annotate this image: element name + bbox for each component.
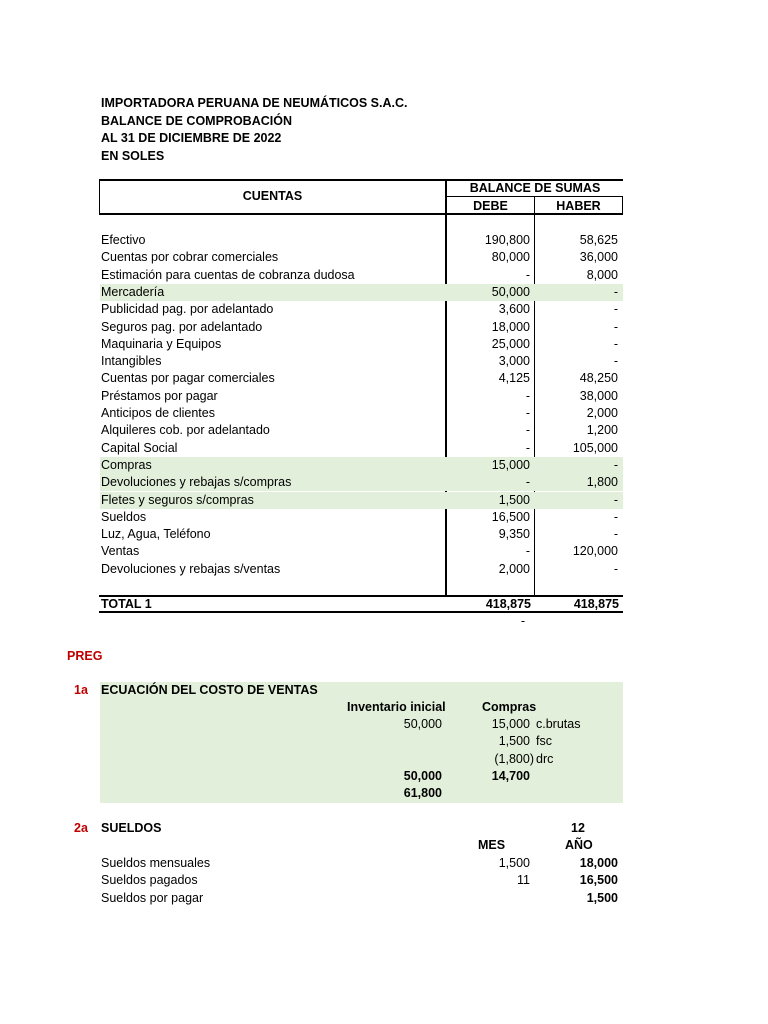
table-row xyxy=(100,543,623,560)
months-count: 12 xyxy=(571,821,585,835)
report-header xyxy=(101,95,408,165)
haber-value: - xyxy=(613,354,618,369)
haber-value: 1,200 xyxy=(586,423,618,438)
debe-value: 9,350 xyxy=(498,527,530,542)
account-name: Fletes y seguros s/compras xyxy=(101,492,254,507)
account-name: Ventas xyxy=(101,544,140,559)
report-title: BALANCE DE COMPROBACIÓN xyxy=(101,113,292,128)
col-mes-header: MES xyxy=(478,838,506,852)
haber-value: 58,625 xyxy=(579,233,618,247)
q1-number: 1a xyxy=(74,683,88,697)
haber-value: 120,000 xyxy=(572,544,618,559)
table-row xyxy=(100,319,623,336)
gross-purchases-label: c.brutas xyxy=(536,717,581,731)
account-name: Cuentas por pagar comerciales xyxy=(101,371,275,386)
col-anio-header: AÑO xyxy=(565,838,593,852)
debe-value: 80,000 xyxy=(491,250,530,265)
table-row xyxy=(100,440,623,457)
account-name: Alquileres cob. por adelantado xyxy=(101,423,270,438)
report-date: AL 31 DE DICIEMBRE DE 2022 xyxy=(101,131,282,145)
account-name: Devoluciones y rebajas s/compras xyxy=(101,475,292,490)
cost-of-goods-total: 61,800 xyxy=(403,786,442,800)
account-name: Estimación para cuentas de cobranza dudosa xyxy=(101,267,355,282)
salary-row-anio: 16,500 xyxy=(579,873,618,888)
account-name: Anticipos de clientes xyxy=(101,406,215,420)
haber-value: - xyxy=(613,561,618,576)
total-difference: - xyxy=(520,614,525,628)
table-row xyxy=(100,249,623,266)
debe-value: 18,000 xyxy=(491,319,530,334)
debe-value: 3,600 xyxy=(498,302,530,317)
inventory-header: Inventario inicial xyxy=(347,700,446,714)
purchase-returns: (1,800) xyxy=(494,752,534,766)
account-name: Devoluciones y rebajas s/ventas xyxy=(101,561,281,576)
table-row xyxy=(100,301,623,318)
salary-row-mes: 11 xyxy=(517,873,530,888)
salary-row-label: Sueldos por pagar xyxy=(101,890,204,905)
account-name: Mercadería xyxy=(101,284,165,299)
table-row xyxy=(100,561,623,578)
total-label: TOTAL 1 xyxy=(101,597,152,611)
account-name: Seguros pag. por adelantado xyxy=(101,319,263,334)
inventory-value: 50,000 xyxy=(403,717,442,731)
account-name: Cuentas por cobrar comerciales xyxy=(101,250,279,265)
table-row xyxy=(100,405,623,422)
purchases-header: Compras xyxy=(482,700,537,714)
table-row xyxy=(100,388,623,405)
haber-value: 36,000 xyxy=(579,250,618,265)
haber-value: - xyxy=(613,319,618,334)
purchase-returns-label: drc xyxy=(536,752,554,766)
purchases-subtotal: 14,700 xyxy=(491,769,530,783)
salary-row-anio: 18,000 xyxy=(579,856,618,870)
table-row xyxy=(100,370,623,387)
table-row xyxy=(100,422,623,439)
right-border xyxy=(622,197,623,215)
freight-purchases: 1,500 xyxy=(498,734,530,748)
group-header: BALANCE DE SUMAS xyxy=(469,181,601,195)
table-row xyxy=(100,284,623,301)
total-debe: 418,875 xyxy=(485,597,531,611)
debe-value: - xyxy=(525,406,530,420)
haber-value: 8,000 xyxy=(586,267,618,282)
table-row xyxy=(100,509,623,526)
haber-value: 1,800 xyxy=(586,475,618,490)
q2-number: 2a xyxy=(74,821,88,835)
preg-label: PREG xyxy=(67,649,103,663)
debe-value: 1,500 xyxy=(498,492,530,507)
debe-value: 3,000 xyxy=(498,354,530,369)
debe-value: - xyxy=(525,440,530,455)
debe-value: - xyxy=(525,544,530,559)
haber-value: - xyxy=(613,302,618,317)
account-name: Luz, Agua, Teléfono xyxy=(101,527,211,542)
account-name: Sueldos xyxy=(101,509,147,524)
header-bottom-border xyxy=(99,213,623,215)
table-row xyxy=(100,474,623,491)
col-haber-header: HABER xyxy=(556,199,601,213)
table-row xyxy=(100,232,623,249)
company-name: IMPORTADORA PERUANA DE NEUMÁTICOS S.A.C. xyxy=(101,96,408,110)
account-name: Compras xyxy=(101,457,152,472)
haber-value: - xyxy=(613,336,618,351)
account-name: Maquinaria y Equipos xyxy=(101,336,222,351)
table-row xyxy=(100,492,623,509)
total-bottom-border xyxy=(99,611,623,613)
table-row xyxy=(100,336,623,353)
debe-value: - xyxy=(525,388,530,403)
salary-row-label: Sueldos mensuales xyxy=(101,856,211,870)
gross-purchases: 15,000 xyxy=(491,717,530,731)
haber-value: 105,000 xyxy=(572,440,618,455)
col-debe-header: DEBE xyxy=(473,199,508,213)
q1-title: ECUACIÓN DEL COSTO DE VENTAS xyxy=(101,683,318,697)
table-row xyxy=(100,267,623,284)
inventory-subtotal: 50,000 xyxy=(403,769,442,783)
table-row xyxy=(100,353,623,370)
account-name: Publicidad pag. por adelantado xyxy=(101,302,274,317)
col-accounts-header: CUENTAS xyxy=(242,189,303,203)
account-name: Efectivo xyxy=(101,233,146,247)
debe-value: 50,000 xyxy=(491,284,530,299)
table-row xyxy=(100,457,623,474)
haber-value: - xyxy=(613,284,618,299)
debe-value: - xyxy=(525,267,530,282)
debe-value: 16,500 xyxy=(491,509,530,524)
total-haber: 418,875 xyxy=(573,597,619,611)
haber-value: 48,250 xyxy=(579,371,618,386)
debe-value: 190,800 xyxy=(484,233,530,247)
account-name: Capital Social xyxy=(101,440,178,455)
debe-value: - xyxy=(525,423,530,438)
debe-value: 2,000 xyxy=(498,561,530,576)
table-row xyxy=(100,526,623,543)
account-name: Préstamos por pagar xyxy=(101,388,218,403)
debe-value: 25,000 xyxy=(491,336,530,351)
haber-value: - xyxy=(613,527,618,542)
debe-value: - xyxy=(525,475,530,490)
account-name: Intangibles xyxy=(101,354,162,369)
salary-row-label: Sueldos pagados xyxy=(101,873,198,888)
salary-row-mes: 1,500 xyxy=(498,856,530,870)
haber-value: 38,000 xyxy=(579,388,618,403)
haber-value: - xyxy=(613,492,618,507)
report-currency: EN SOLES xyxy=(101,148,165,163)
q2-title: SUELDOS xyxy=(101,821,162,835)
freight-purchases-label: fsc xyxy=(536,734,552,748)
haber-value: 2,000 xyxy=(586,406,618,420)
debe-value: 15,000 xyxy=(491,457,530,472)
debe-value: 4,125 xyxy=(498,371,530,386)
haber-value: - xyxy=(613,509,618,524)
salary-row-anio: 1,500 xyxy=(586,890,618,905)
haber-value: - xyxy=(613,457,618,472)
